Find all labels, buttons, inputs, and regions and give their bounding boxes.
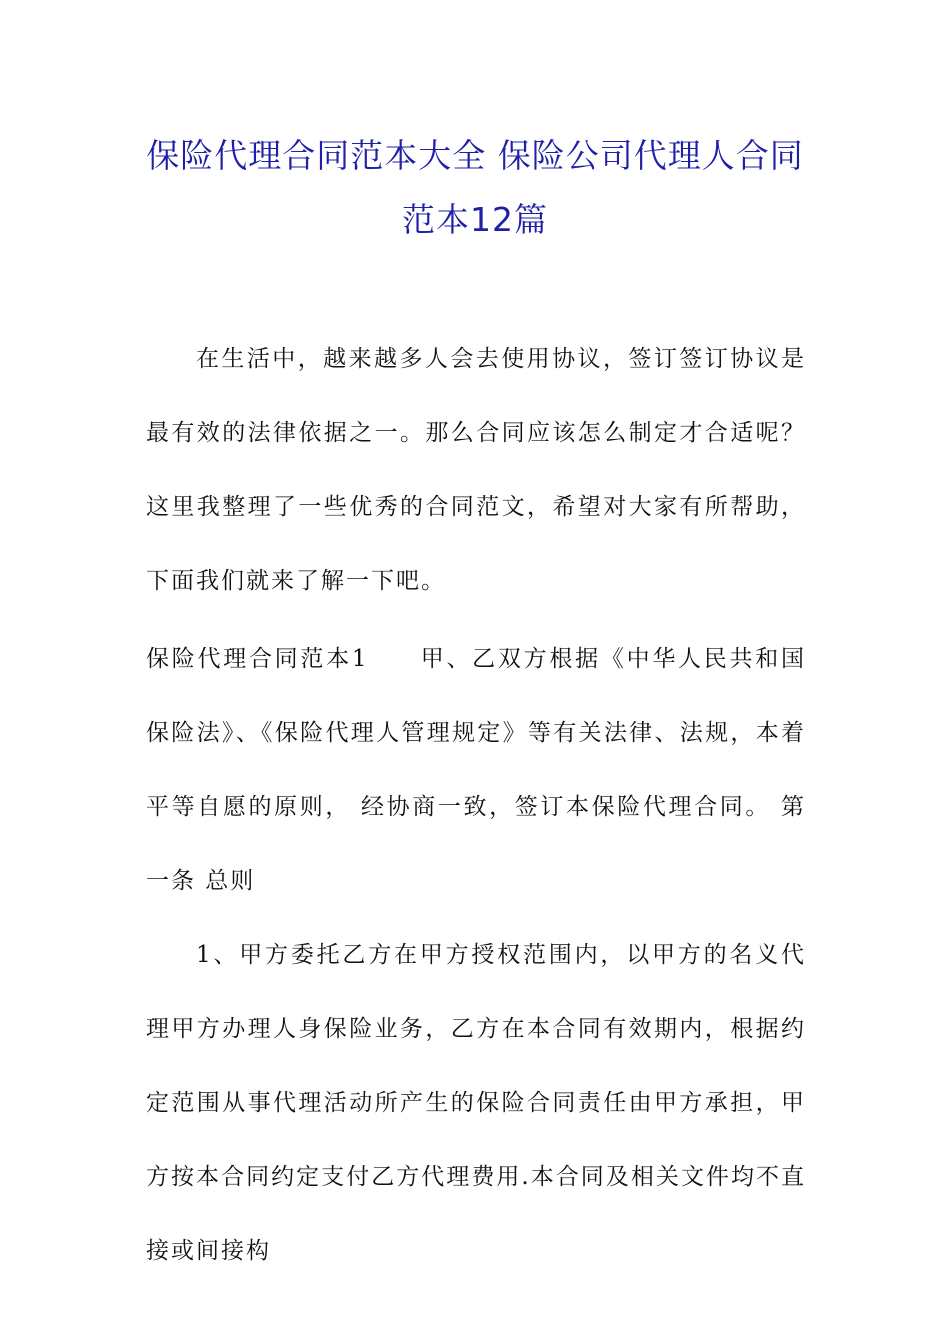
intro-paragraph: 在生活中，越来越多人会去使用协议，签订签订协议是最有效的法律依据之一。那么合同应该怎么制定才合适呢？这里我整理了一些优秀的合同范文，希望对大家有所帮助，下面我们就来了解一下吧。 [146, 346, 806, 594]
contract-preamble-paragraph: 保险代理合同范本1 甲、乙双方根据《中华人民共和国保险法》、《保险代理人管理规定》等有关法律、法规，本着平等自愿的原则， 经协商一致，签订本保险代理合同。 第一条 总则 [146, 646, 806, 894]
document-title: 保险代理合同范本大全 保险公司代理人合同范本12篇 [146, 136, 804, 239]
clause-one-paragraph: 1、甲方委托乙方在甲方授权范围内，以甲方的名义代理甲方办理人身保险业务，乙方在本合同有效期内，根据约定范围从事代理活动所产生的保险合同责任由甲方承担，甲方按本合同约定支付乙方代理费用.本合同及相关文件均不直接或间接构 [146, 942, 806, 1264]
